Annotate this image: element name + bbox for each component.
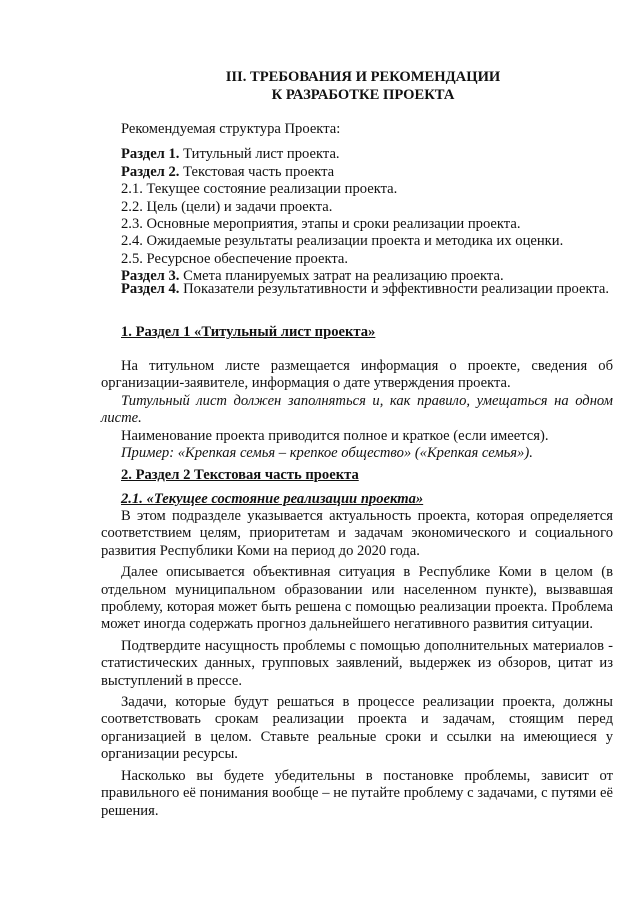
structure-section-4 <box>101 281 613 298</box>
section-2-heading-text: 2. Раздел 2 Текстовая часть проекта <box>121 467 359 483</box>
structure-item: 2.2. Цель (цели) и задачи проекта. <box>121 198 333 215</box>
paragraph: Задачи, которые будут решаться в процессе реализации проекта, должны соответствовать срокам реализации проекта и задачам, стоящим перед организацией в целом. Ставьте реальные сроки и ссылки на имеющиеся у организации ресурсы. <box>101 694 613 763</box>
example-text: Пример: «Крепкая семья – крепкое общество» («Крепкая семья»). <box>121 445 533 462</box>
paragraph: На титульном листе размещается информация о проекте, сведения об организации-заявителе, информация о дате утверждения проекта. <box>101 358 613 392</box>
section-1-heading <box>121 324 633 341</box>
section-text: Показатели результативности и эффективности реализации проекта. <box>179 281 610 297</box>
paragraph: Подтвердите насущность проблемы с помощью дополнительных материалов - статистических данных, групповых заявлений, выдержек из обзоров, цитат из выступлений в прессе. <box>101 637 613 689</box>
paragraph-italic: Титульный лист должен заполняться и, как правило, умещаться на одном листе. <box>101 392 613 427</box>
title-line-1: III. ТРЕБОВАНИЯ И РЕКОМЕНДАЦИИ <box>225 69 501 85</box>
paragraph: Наименование проекта приводится полное и краткое (если имеется). <box>121 427 549 444</box>
section-1-body <box>101 358 613 462</box>
structure-item: 2.4. Ожидаемые результаты реализации проекта и методика их оценки. <box>121 233 564 250</box>
title-line-2: К РАЗРАБОТКЕ ПРОЕКТА <box>271 87 455 103</box>
section-label: Раздел 1. <box>121 146 180 163</box>
structure-item: 2.1. Текущее состояние реализации проекта. <box>121 181 398 198</box>
section-1-heading-text: 1. Раздел 1 «Титульный лист проекта» <box>121 324 376 340</box>
structure-block <box>101 121 613 286</box>
structure-section-2 <box>121 164 613 181</box>
section-text: Смета планируемых затрат на реализацию проекта. <box>179 268 504 285</box>
structure-item: 2.5. Ресурсное обеспечение проекта. <box>121 250 349 267</box>
section-text: Титульный лист проекта. <box>179 146 340 163</box>
structure-item: 2.3. Основные мероприятия, этапы и сроки реализации проекта. <box>121 216 521 233</box>
section-2-body <box>101 508 613 820</box>
section-label: Раздел 3. <box>121 268 180 285</box>
subsection-2-1-heading-text: 2.1. «Текущее состояние реализации проекта» <box>121 491 424 507</box>
paragraph: Насколько вы будете убедительны в постановке проблемы, зависит от правильного её понимания вообще – не путайте проблему с задачами, с путями её решения. <box>101 767 613 819</box>
paragraph: В этом подразделе указывается актуальность проекта, которая определяется соответствием целям, приоритетам и задачам экономического и социального развития Республики Коми на период до 2020 года. <box>101 508 613 559</box>
section-label: Раздел 2. <box>121 163 180 180</box>
structure-intro: Рекомендуемая структура Проекта: <box>121 121 341 137</box>
section-2-heading <box>121 467 633 484</box>
section-label: Раздел 4. <box>121 281 180 297</box>
subsection-2-1-heading <box>121 491 633 508</box>
paragraph: Далее описывается объективная ситуация в Республике Коми в целом (в отдельном муниципальном образовании или населенном пункте), вызвавшая проблему, которая может быть решена с помощью реализации проекта. Проблема может иногда содержать прогноз дальнейшего негативного развития ситуации. <box>101 564 613 633</box>
page-title <box>0 68 640 104</box>
section-text: Текстовая часть проекта <box>179 163 335 180</box>
structure-section-1 <box>121 146 613 163</box>
